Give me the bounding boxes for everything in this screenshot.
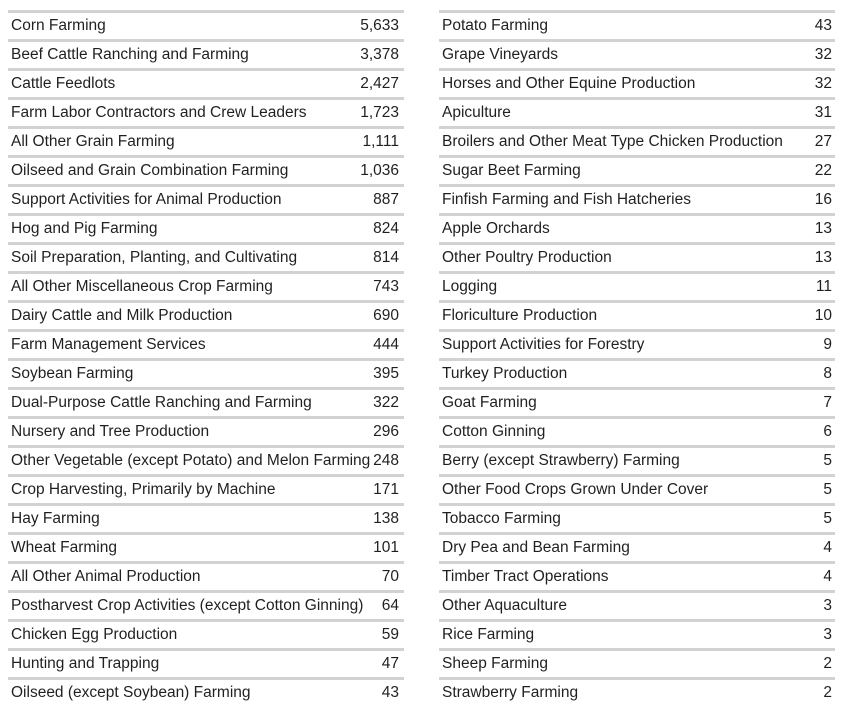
industry-label: Support Activities for Animal Production	[11, 191, 282, 208]
table-row	[439, 445, 835, 474]
industry-label: Dual-Purpose Cattle Ranching and Farming	[11, 394, 312, 411]
industry-label: All Other Miscellaneous Crop Farming	[11, 278, 273, 295]
industry-label: All Other Grain Farming	[11, 133, 175, 150]
industry-table-left	[8, 10, 404, 706]
table-row	[8, 184, 404, 213]
table-row	[439, 126, 835, 155]
industry-count: 70	[381, 568, 399, 585]
table-row	[439, 474, 835, 503]
table-row	[8, 387, 404, 416]
table-row	[8, 39, 404, 68]
industry-count: 9	[823, 336, 832, 353]
industry-label: Logging	[442, 278, 498, 295]
industry-label: Berry (except Strawberry) Farming	[442, 452, 680, 469]
industry-label: Support Activities for Forestry	[442, 336, 645, 353]
industry-label: Other Vegetable (except Potato) and Melon Farming	[11, 452, 371, 469]
table-row	[8, 532, 404, 561]
industry-label: Hog and Pig Farming	[11, 220, 158, 237]
industry-count: 824	[373, 220, 399, 237]
industry-count: 4	[823, 568, 832, 585]
industry-label: Soybean Farming	[11, 365, 134, 382]
industry-label: Oilseed and Grain Combination Farming	[11, 162, 289, 179]
industry-label: Corn Farming	[11, 17, 106, 34]
industry-count: 3	[823, 597, 832, 614]
table-row	[8, 329, 404, 358]
industry-label: Postharvest Crop Activities (except Cotton Ginning)	[11, 597, 364, 614]
industry-count: 1,111	[362, 133, 399, 150]
industry-count: 16	[814, 191, 832, 208]
table-row	[8, 97, 404, 126]
industry-count: 2	[823, 684, 832, 701]
industry-count: 7	[823, 394, 832, 411]
industry-count: 11	[815, 278, 832, 295]
industry-label: Rice Farming	[442, 626, 535, 643]
industry-count: 690	[373, 307, 399, 324]
table-row	[8, 590, 404, 619]
table-row	[439, 271, 835, 300]
table-row	[439, 184, 835, 213]
industry-count: 887	[373, 191, 399, 208]
industry-count: 43	[814, 17, 832, 34]
table-row	[439, 619, 835, 648]
table-row	[8, 619, 404, 648]
industry-label: Finfish Farming and Fish Hatcheries	[442, 191, 691, 208]
industry-label: Sugar Beet Farming	[442, 162, 581, 179]
table-row	[439, 532, 835, 561]
industry-count: 5,633	[360, 17, 399, 34]
industry-label: Apiculture	[442, 104, 511, 121]
table-row	[439, 590, 835, 619]
industry-label: Grape Vineyards	[442, 46, 559, 63]
table-row	[8, 474, 404, 503]
industry-count: 444	[373, 336, 399, 353]
industry-count: 1,723	[360, 104, 399, 121]
table-row	[439, 648, 835, 677]
table-row	[439, 416, 835, 445]
industry-count: 3	[823, 626, 832, 643]
industry-count: 22	[814, 162, 832, 179]
industry-label: Other Poultry Production	[442, 249, 612, 266]
industry-count: 5	[823, 452, 832, 469]
table-row	[439, 10, 835, 39]
table-row	[439, 39, 835, 68]
industry-count: 13	[814, 249, 832, 266]
table-row	[8, 155, 404, 184]
table-row	[439, 677, 835, 706]
industry-label: Goat Farming	[442, 394, 537, 411]
table-row	[8, 300, 404, 329]
table-row	[8, 126, 404, 155]
industry-label: Nursery and Tree Production	[11, 423, 210, 440]
industry-count: 322	[373, 394, 399, 411]
industry-count: 13	[814, 220, 832, 237]
table-row	[8, 213, 404, 242]
industry-label: Sheep Farming	[442, 655, 548, 672]
industry-label: Hunting and Trapping	[11, 655, 160, 672]
industry-label: Potato Farming	[442, 17, 548, 34]
table-row	[8, 358, 404, 387]
table-row	[439, 387, 835, 416]
industry-count: 31	[814, 104, 832, 121]
industry-count: 2,427	[360, 75, 399, 92]
table-row	[8, 445, 404, 474]
table-row	[439, 68, 835, 97]
industry-count: 743	[373, 278, 399, 295]
industry-label: All Other Animal Production	[11, 568, 201, 585]
industry-label: Other Food Crops Grown Under Cover	[442, 481, 709, 498]
industry-count: 10	[814, 307, 832, 324]
industry-count: 1,036	[360, 162, 399, 179]
table-row	[8, 677, 404, 706]
industry-count: 395	[373, 365, 399, 382]
industry-label: Dry Pea and Bean Farming	[442, 539, 630, 556]
table-row	[8, 271, 404, 300]
industry-count: 101	[373, 539, 399, 556]
industry-count: 814	[373, 249, 399, 266]
table-row	[8, 242, 404, 271]
industry-count: 64	[381, 597, 399, 614]
table-row	[439, 561, 835, 590]
table-row	[439, 97, 835, 126]
industry-count: 5	[823, 481, 832, 498]
industry-label: Crop Harvesting, Primarily by Machine	[11, 481, 276, 498]
industry-label: Oilseed (except Soybean) Farming	[11, 684, 251, 701]
table-row	[8, 416, 404, 445]
industry-label: Strawberry Farming	[442, 684, 579, 701]
industry-label: Farm Labor Contractors and Crew Leaders	[11, 104, 307, 121]
table-row	[439, 503, 835, 532]
table-row	[439, 329, 835, 358]
industry-count: 4	[823, 539, 832, 556]
industry-label: Cattle Feedlots	[11, 75, 116, 92]
industry-label: Floriculture Production	[442, 307, 598, 324]
industry-count: 138	[373, 510, 399, 527]
table-row	[8, 68, 404, 97]
industry-count: 5	[823, 510, 832, 527]
industry-label: Chicken Egg Production	[11, 626, 178, 643]
industry-label: Soil Preparation, Planting, and Cultivating	[11, 249, 298, 266]
table-row	[439, 358, 835, 387]
industry-label: Apple Orchards	[442, 220, 550, 237]
table-row	[8, 10, 404, 39]
industry-count: 32	[814, 75, 832, 92]
industry-count: 8	[823, 365, 832, 382]
industry-count: 27	[814, 133, 832, 150]
industry-label: Tobacco Farming	[442, 510, 561, 527]
industry-count: 3,378	[360, 46, 399, 63]
industry-table-right	[439, 10, 835, 706]
table-row	[439, 213, 835, 242]
industry-count: 2	[823, 655, 832, 672]
industry-count: 43	[381, 684, 399, 701]
industry-count: 59	[381, 626, 399, 643]
industry-label: Other Aquaculture	[442, 597, 567, 614]
industry-label: Horses and Other Equine Production	[442, 75, 696, 92]
industry-label: Wheat Farming	[11, 539, 117, 556]
table-row	[439, 155, 835, 184]
industry-label: Dairy Cattle and Milk Production	[11, 307, 233, 324]
industry-label: Beef Cattle Ranching and Farming	[11, 46, 249, 63]
table-row	[8, 648, 404, 677]
table-row	[439, 300, 835, 329]
industry-label: Turkey Production	[442, 365, 568, 382]
industry-count: 6	[823, 423, 832, 440]
table-row	[8, 561, 404, 590]
industry-label: Timber Tract Operations	[442, 568, 609, 585]
industry-count: 171	[373, 481, 399, 498]
industry-label: Farm Management Services	[11, 336, 206, 353]
industry-label: Cotton Ginning	[442, 423, 546, 440]
table-row	[439, 242, 835, 271]
industry-label: Hay Farming	[11, 510, 100, 527]
industry-count: 296	[373, 423, 399, 440]
industry-label: Broilers and Other Meat Type Chicken Production	[442, 133, 783, 150]
industry-count: 32	[814, 46, 832, 63]
industry-count: 248	[373, 452, 399, 469]
table-row	[8, 503, 404, 532]
industry-count: 47	[381, 655, 399, 672]
